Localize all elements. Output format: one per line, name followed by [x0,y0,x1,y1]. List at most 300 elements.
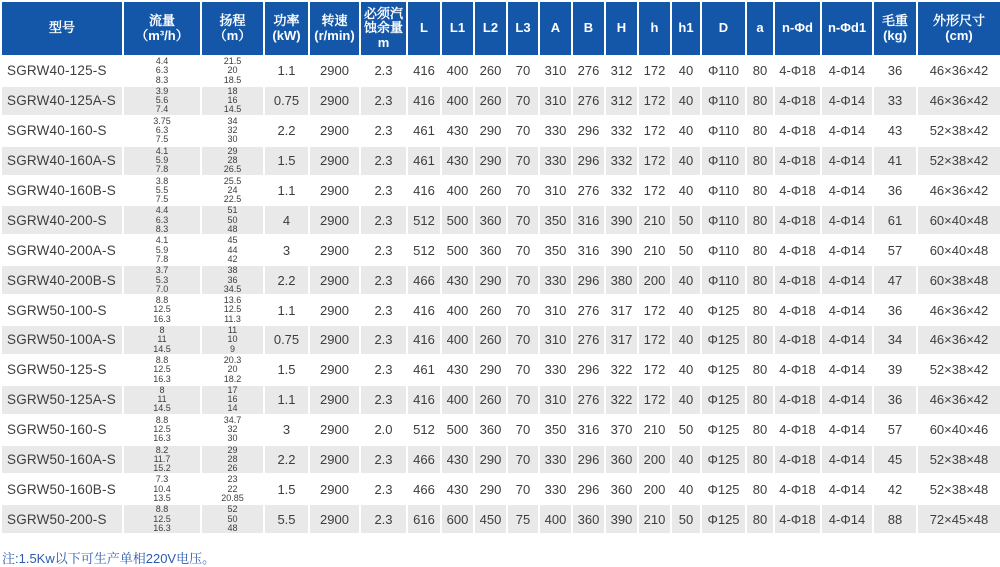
head-value-line: 50 [227,513,238,524]
cell-power: 2.2 [264,265,309,295]
cell-D: Φ110 [701,265,746,295]
cell-nphid1: 4-Φ14 [821,355,873,385]
col-header-line: 功率 [273,13,300,28]
cell-L: 416 [407,176,441,206]
cell-weight: 61 [873,205,917,235]
cell-nphid: 4-Φ18 [774,385,821,415]
cell-flow [123,116,201,146]
cell-head [201,385,264,415]
cell-nphid: 4-Φ18 [774,86,821,116]
cell-power: 1.1 [264,56,309,86]
head-value-line: 12.5 [223,304,242,315]
head-value-line: 45 [227,235,238,246]
cell-power: 1.5 [264,474,309,504]
cell-a: 80 [746,325,774,355]
cell-nphid1: 4-Φ14 [821,146,873,176]
cell-h1: 40 [671,474,701,504]
cell-weight: 36 [873,176,917,206]
cell-L1: 400 [441,86,474,116]
cell-flow [123,504,201,534]
cell-a: 80 [746,355,774,385]
head-value-line: 20.3 [223,354,242,365]
col-header-line: (kW) [272,27,301,43]
flow-value-line: 3.9 [155,85,169,96]
cell-L3: 70 [507,474,539,504]
cell-flow [123,325,201,355]
cell-L2: 360 [474,205,507,235]
cell-npsh: 2.3 [360,205,407,235]
cell-head [201,415,264,445]
flow-value-line: 7.5 [155,134,169,145]
cell-h: 172 [638,146,671,176]
table-row [1,176,1000,206]
cell-a: 80 [746,205,774,235]
flow-value-line: 11 [157,394,167,405]
cell-head [201,146,264,176]
cell-L1: 400 [441,295,474,325]
cell-H: 322 [605,385,638,415]
table-header [1,1,1000,56]
col-header-line: （m³/h） [135,27,189,43]
cell-model: SGRW50-160-S [1,415,123,445]
cell-L2: 260 [474,56,507,86]
head-value-line: 16 [227,394,238,405]
cell-weight: 57 [873,235,917,265]
cell-npsh: 2.3 [360,86,407,116]
cell-h1: 40 [671,86,701,116]
col-header-L3 [507,1,539,56]
col-header-line: 转速 [321,13,348,28]
flow-value-line: 5.9 [155,244,169,255]
cell-H: 332 [605,176,638,206]
cell-power: 5.5 [264,504,309,534]
cell-weight: 57 [873,415,917,445]
cell-flow [123,146,201,176]
cell-dims: 46×36×42 [917,385,1000,415]
cell-H: 360 [605,445,638,475]
head-value-line: 22 [227,483,238,494]
cell-npsh: 2.3 [360,355,407,385]
flow-value-line: 12.5 [153,304,171,315]
cell-nphid: 4-Φ18 [774,325,821,355]
col-header-line: 必须汽 [363,5,403,21]
cell-L: 616 [407,504,441,534]
cell-B: 296 [572,116,605,146]
cell-head [201,116,264,146]
cell-H: 332 [605,146,638,176]
cell-dims: 46×36×42 [917,86,1000,116]
cell-L3: 70 [507,146,539,176]
cell-B: 360 [572,504,605,534]
flow-value-line: 6.3 [155,65,169,76]
cell-power: 3 [264,235,309,265]
cell-L: 461 [407,116,441,146]
col-header-line: （m） [213,27,252,43]
cell-H: 370 [605,415,638,445]
cell-npsh: 2.3 [360,385,407,415]
head-value-line: 13.6 [223,295,242,306]
head-value-line: 29 [227,145,238,156]
cell-H: 317 [605,325,638,355]
flow-value-line: 3.8 [155,175,169,186]
cell-h1: 40 [671,116,701,146]
head-value-line: 32 [227,125,238,136]
cell-h: 172 [638,385,671,415]
cell-speed: 2900 [309,504,360,534]
head-value-line: 42 [227,253,238,264]
col-header-line: (cm) [945,27,973,43]
col-header-D [701,1,746,56]
head-value-line: 36 [227,274,238,285]
cell-h: 172 [638,295,671,325]
col-header-line: 毛重 [881,13,908,28]
cell-nphid1: 4-Φ14 [821,474,873,504]
head-value-line: 14.5 [223,104,242,115]
cell-B: 276 [572,325,605,355]
table-row [1,86,1000,116]
table-body [1,56,1000,534]
cell-H: 390 [605,235,638,265]
flow-value-line: 8.8 [155,414,169,425]
cell-a: 80 [746,295,774,325]
cell-L2: 290 [474,445,507,475]
cell-weight: 39 [873,355,917,385]
cell-weight: 45 [873,445,917,475]
cell-h: 172 [638,86,671,116]
cell-L1: 400 [441,176,474,206]
cell-L: 416 [407,86,441,116]
cell-a: 80 [746,265,774,295]
flow-value-line: 6.3 [155,214,169,225]
cell-L1: 430 [441,146,474,176]
head-value-line: 52 [227,504,238,515]
col-header-line: n-Φd1 [827,20,867,36]
flow-value-line: 14.5 [153,403,171,414]
table-row [1,355,1000,385]
cell-L3: 70 [507,235,539,265]
cell-B: 276 [572,176,605,206]
cell-npsh: 2.3 [360,235,407,265]
head-value-line: 34.7 [223,414,242,425]
cell-h: 210 [638,504,671,534]
cell-flow [123,355,201,385]
cell-npsh: 2.3 [360,56,407,86]
cell-L: 416 [407,56,441,86]
flow-value-line: 15.2 [153,463,171,474]
head-value-line: 30 [227,134,238,145]
cell-L2: 260 [474,295,507,325]
header-row [1,1,1000,56]
cell-A: 310 [539,176,572,206]
cell-L1: 400 [441,325,474,355]
head-value-line: 32 [227,423,238,434]
cell-h: 210 [638,205,671,235]
cell-dims: 60×40×48 [917,235,1000,265]
cell-nphid1: 4-Φ14 [821,205,873,235]
cell-B: 276 [572,295,605,325]
cell-dims: 52×38×48 [917,474,1000,504]
head-value-line: 26.5 [223,164,242,175]
cell-a: 80 [746,474,774,504]
cell-h1: 50 [671,235,701,265]
col-header-line: L1 [449,20,466,36]
flow-value-line: 4.4 [155,205,169,216]
table-row [1,56,1000,86]
cell-head [201,56,264,86]
cell-L: 461 [407,355,441,385]
cell-dims: 46×36×42 [917,325,1000,355]
col-header-line: L [420,20,428,36]
cell-flow [123,474,201,504]
cell-nphid: 4-Φ18 [774,116,821,146]
cell-nphid: 4-Φ18 [774,176,821,206]
head-value-line: 24 [227,184,238,195]
cell-D: Φ125 [701,355,746,385]
cell-B: 296 [572,474,605,504]
cell-h1: 40 [671,325,701,355]
cell-h1: 50 [671,504,701,534]
cell-a: 80 [746,385,774,415]
head-value-line: 16 [227,95,238,106]
cell-nphid: 4-Φ18 [774,265,821,295]
cell-model: SGRW50-100A-S [1,325,123,355]
table-row [1,205,1000,235]
cell-flow [123,385,201,415]
head-value-line: 18.2 [223,373,242,384]
cell-head [201,86,264,116]
cell-nphid1: 4-Φ14 [821,235,873,265]
cell-B: 276 [572,56,605,86]
cell-L1: 500 [441,205,474,235]
cell-a: 80 [746,176,774,206]
cell-dims: 60×40×48 [917,205,1000,235]
cell-h: 200 [638,474,671,504]
flow-value-line: 10.4 [153,483,171,494]
col-header-H [605,1,638,56]
head-value-line: 23 [227,474,238,485]
flow-value-line: 7.0 [155,283,169,294]
cell-power: 1.1 [264,295,309,325]
cell-npsh: 2.3 [360,445,407,475]
col-header-line: D [718,20,729,36]
cell-speed: 2900 [309,415,360,445]
cell-L3: 70 [507,295,539,325]
cell-A: 350 [539,415,572,445]
col-header-line: n-Φd [782,20,813,36]
flow-value-line: 8.8 [155,295,169,306]
cell-L: 466 [407,474,441,504]
cell-L: 466 [407,265,441,295]
col-header-line: 扬程 [219,13,246,28]
cell-nphid1: 4-Φ14 [821,385,873,415]
cell-A: 330 [539,355,572,385]
footnote: 注:1.5Kw以下可生产单相220V电压。 [2,551,216,567]
flow-value-line: 13.5 [153,493,171,504]
col-header-line: L3 [515,20,531,36]
cell-h: 172 [638,56,671,86]
cell-L: 512 [407,205,441,235]
col-header-line: h [650,20,659,36]
cell-L2: 260 [474,385,507,415]
flow-value-line: 7.3 [155,474,169,485]
col-header-L2 [474,1,507,56]
cell-head [201,176,264,206]
col-header-line: (kg) [883,27,907,43]
cell-h: 172 [638,355,671,385]
cell-dims: 72×45×48 [917,504,1000,534]
cell-h: 172 [638,116,671,146]
cell-speed: 2900 [309,205,360,235]
cell-dims: 52×38×42 [917,116,1000,146]
table-row [1,265,1000,295]
cell-weight: 36 [873,295,917,325]
head-value-line: 25.5 [223,175,242,186]
flow-value-line: 16.3 [153,373,171,384]
cell-flow [123,176,201,206]
cell-H: 312 [605,86,638,116]
cell-flow [123,445,201,475]
flow-value-line: 7.4 [155,104,169,115]
cell-dims: 60×38×48 [917,265,1000,295]
cell-dims: 46×36×42 [917,295,1000,325]
col-header-line: L2 [482,20,499,36]
cell-power: 1.5 [264,355,309,385]
cell-L1: 600 [441,504,474,534]
head-value-line: 30 [227,433,238,444]
cell-npsh: 2.3 [360,265,407,295]
table-row [1,385,1000,415]
col-header-h1 [671,1,701,56]
cell-model: SGRW50-125-S [1,355,123,385]
cell-speed: 2900 [309,146,360,176]
flow-value-line: 5.6 [155,95,169,106]
cell-power: 1.5 [264,146,309,176]
cell-nphid: 4-Φ18 [774,445,821,475]
head-value-line: 28 [227,453,238,464]
cell-B: 296 [572,146,605,176]
flow-value-line: 3.7 [155,265,169,276]
cell-L2: 290 [474,355,507,385]
cell-power: 0.75 [264,325,309,355]
cell-A: 350 [539,205,572,235]
cell-dims: 60×40×46 [917,415,1000,445]
cell-model: SGRW50-200-S [1,504,123,534]
cell-dims: 46×36×42 [917,56,1000,86]
cell-nphid1: 4-Φ14 [821,56,873,86]
cell-h: 210 [638,235,671,265]
cell-npsh: 2.0 [360,415,407,445]
cell-h: 210 [638,415,671,445]
cell-h1: 40 [671,355,701,385]
col-header-power [264,1,309,56]
cell-L2: 290 [474,474,507,504]
cell-L3: 70 [507,116,539,146]
cell-nphid: 4-Φ18 [774,295,821,325]
cell-model: SGRW40-160B-S [1,176,123,206]
cell-L: 512 [407,235,441,265]
cell-D: Φ110 [701,205,746,235]
col-header-line: B [583,20,594,36]
cell-model: SGRW40-200-S [1,205,123,235]
cell-nphid: 4-Φ18 [774,56,821,86]
cell-B: 296 [572,265,605,295]
cell-power: 2.2 [264,445,309,475]
cell-weight: 36 [873,56,917,86]
cell-speed: 2900 [309,176,360,206]
cell-nphid: 4-Φ18 [774,474,821,504]
flow-value-line: 6.3 [155,125,169,136]
table-row [1,474,1000,504]
cell-head [201,325,264,355]
cell-L1: 430 [441,355,474,385]
cell-model: SGRW50-160A-S [1,445,123,475]
cell-npsh: 2.3 [360,116,407,146]
head-value-line: 17 [227,384,238,395]
table-row [1,445,1000,475]
cell-power: 3 [264,415,309,445]
cell-nphid1: 4-Φ14 [821,504,873,534]
cell-head [201,205,264,235]
col-header-nphid [774,1,821,56]
flow-value-line: 8.2 [155,444,169,455]
cell-L2: 290 [474,265,507,295]
cell-flow [123,86,201,116]
cell-model: SGRW50-125A-S [1,385,123,415]
cell-head [201,355,264,385]
cell-model: SGRW40-125A-S [1,86,123,116]
cell-L3: 70 [507,86,539,116]
head-value-line: 34 [227,115,238,126]
col-header-npsh [360,1,407,56]
table-row [1,504,1000,534]
cell-L2: 450 [474,504,507,534]
head-value-line: 51 [227,205,238,216]
cell-A: 310 [539,295,572,325]
cell-npsh: 2.3 [360,176,407,206]
cell-dims: 52×38×42 [917,355,1000,385]
cell-a: 80 [746,116,774,146]
table-row [1,146,1000,176]
head-value-line: 11.3 [224,313,241,324]
cell-L3: 70 [507,325,539,355]
cell-A: 310 [539,325,572,355]
cell-nphid1: 4-Φ14 [821,116,873,146]
cell-weight: 41 [873,146,917,176]
cell-H: 390 [605,205,638,235]
head-value-line: 38 [227,265,238,276]
col-header-L1 [441,1,474,56]
cell-model: SGRW40-200A-S [1,235,123,265]
head-value-line: 20 [227,65,238,76]
cell-L: 416 [407,295,441,325]
head-value-line: 48 [227,224,238,235]
col-header-a [746,1,774,56]
cell-nphid: 4-Φ18 [774,146,821,176]
cell-head [201,265,264,295]
cell-model: SGRW50-100-S [1,295,123,325]
cell-head [201,445,264,475]
cell-L1: 430 [441,265,474,295]
cell-L1: 400 [441,56,474,86]
cell-a: 80 [746,146,774,176]
flow-value-line: 14.5 [153,343,171,354]
cell-nphid1: 4-Φ14 [821,295,873,325]
cell-L: 416 [407,325,441,355]
cell-L2: 260 [474,325,507,355]
table-row [1,235,1000,265]
head-value-line: 18 [227,85,238,96]
flow-value-line: 8.3 [155,224,169,235]
